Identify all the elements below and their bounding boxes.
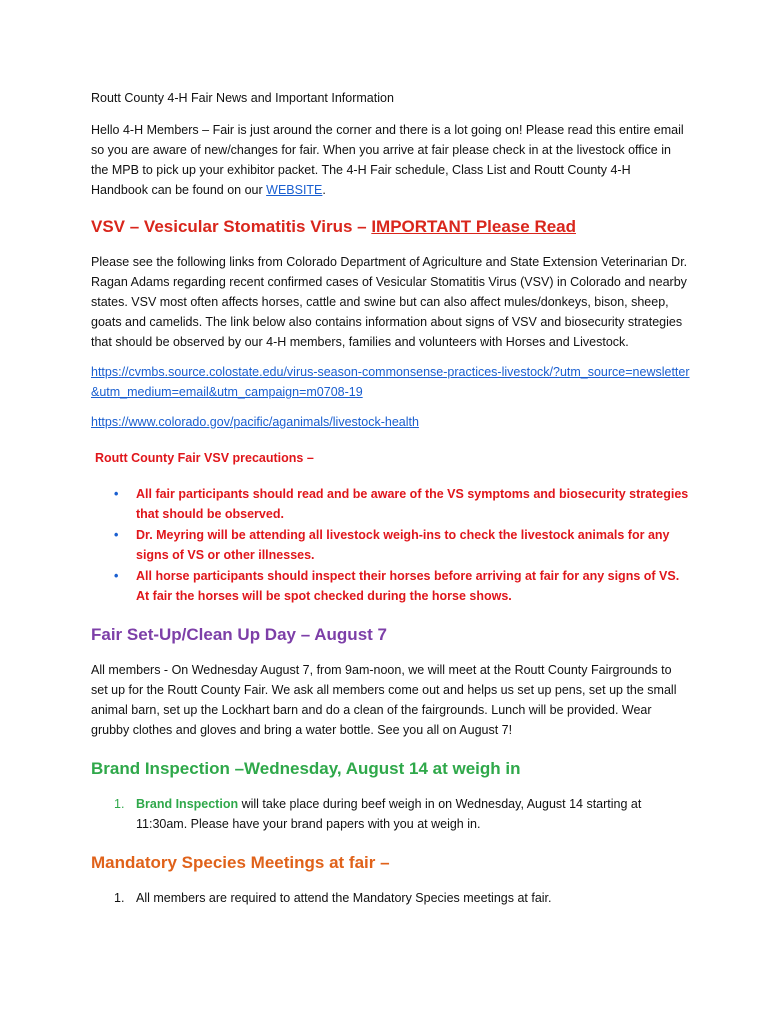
vsv-heading <box>91 216 691 238</box>
precaution-text: All fair participants should read and be aware of the VS symptoms and biosecurity strategies that should be observed. <box>136 487 689 521</box>
brand-heading: Brand Inspection –Wednesday, August 14 at weigh in <box>91 759 521 778</box>
intro-paragraph <box>91 120 691 200</box>
vsv-body: Please see the following links from Colorado Department of Agriculture and State Extension Veterinarian Dr. Ragan Adams regarding recent confirmed cases of Vesicular Stomatitis Virus (VSV) in Colorado and nearby states. VSV most often affects horses, cattle and swine but can also affect mules/donkeys, bison, sheep, goats and camelids. The link below also contains information about signs of VSV and biosecurity strategies that should be observed by our 4-H members, families and volunteers with Horses and Livestock. <box>91 255 688 349</box>
precaution-text: All horse participants should inspect their horses before arriving at fair for any signs of VS. At fair the horses will be spot checked during the horse shows. <box>136 569 680 603</box>
precautions-title: Routt County Fair VSV precautions – <box>95 451 314 465</box>
brand-item-text: will take place during beef weigh in on Wednesday, August 14 starting at 11:30am. Please have your brand papers with you at weigh in. <box>136 797 642 831</box>
list-item <box>114 794 691 834</box>
document-page <box>91 88 691 908</box>
list-item <box>114 888 691 908</box>
intro-end: . <box>322 183 326 197</box>
precautions-list <box>91 484 691 606</box>
colorado-gov-link[interactable]: https://www.colorado.gov/pacific/aganimals/livestock-health <box>91 415 419 429</box>
precaution-item <box>114 484 691 524</box>
colostate-link[interactable]: https://cvmbs.source.colostate.edu/virus-season-commonsense-practices-livestock/?utm_source=newsletter&utm_medium=email&utm_campaign=m0708-19 <box>91 365 690 399</box>
item-number: 1. <box>114 797 125 811</box>
vsv-link-1-block <box>91 362 691 402</box>
vsv-heading-important: IMPORTANT Please Read <box>371 217 577 236</box>
bullet-icon: • <box>114 569 119 583</box>
meetings-item-text: All members are required to attend the Mandatory Species meetings at fair. <box>136 891 552 905</box>
precaution-item <box>114 525 691 565</box>
document-title: Routt County 4-H Fair News and Important Information <box>91 91 394 105</box>
website-link[interactable]: WEBSITE <box>266 183 323 197</box>
bullet-icon: • <box>114 487 119 501</box>
precaution-item <box>114 566 691 606</box>
meetings-list <box>91 888 691 908</box>
brand-list <box>91 794 691 834</box>
item-number: 1. <box>114 891 125 905</box>
intro-text: Hello 4-H Members – Fair is just around the corner and there is a lot going on! Please read this entire email so you are aware of new/changes for fair. When you arrive at fair please check in at the livestock office in the MPB to pick up your exhibitor packet. The 4-H Fair schedule, Class List and Routt County 4-H Handbook can be found on our <box>91 123 684 197</box>
meetings-heading: Mandatory Species Meetings at fair – <box>91 853 390 872</box>
vsv-link-2-block <box>91 412 691 432</box>
setup-body: All members - On Wednesday August 7, from 9am-noon, we will meet at the Routt County Fairgrounds to set up for the Routt County Fair. We ask all members come out and helps us set up pens, set up the small animal barn, set up the Lockhart barn and do a clean of the fairgrounds. Lunch will be provided. Wear grubby clothes and gloves and bring a water bottle. See you all on August 7! <box>91 663 677 737</box>
bullet-icon: • <box>114 528 119 542</box>
setup-heading: Fair Set-Up/Clean Up Day – August 7 <box>91 625 387 644</box>
brand-item-bold: Brand Inspection <box>136 797 239 811</box>
vsv-heading-prefix: VSV – Vesicular Stomatitis Virus – <box>91 217 372 236</box>
precaution-text: Dr. Meyring will be attending all livestock weigh-ins to check the livestock animals for any signs of VS or other illnesses. <box>136 528 670 562</box>
